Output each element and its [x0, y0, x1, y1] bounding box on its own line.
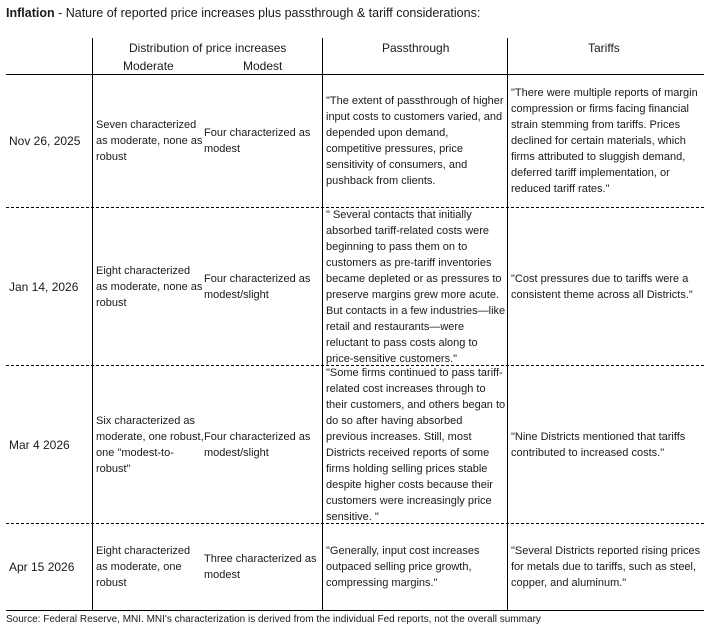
row-3-tariffs: "Nine Districts mentioned that tariffs contributed to increased costs."	[511, 430, 686, 459]
row-4-modest: Three characterized as modest	[204, 553, 317, 581]
row-2-tariffs: "Cost pressures due to tariffs were a consistent theme across all Districts."	[511, 272, 693, 301]
row-3-passthrough: "Some firms continued to pass tariff-related cost increases through to their customers, and others began to do so after having absorbed previous increases. Still, most Districts received reports of some firms holding selling prices stable despite higher costs because their customers were increasingly price sensitive. "	[326, 366, 506, 523]
source-note: Source: Federal Reserve, MNI. MNI's characterization is derived from the individual Fed reports, not the overall summary	[6, 614, 541, 625]
row-1-tariffs: "There were multiple reports of margin compression or firms facing financial strain stemming from tariffs. Prices declined for certain materials, which firms attributed to sluggish demand, deferred tariff implementation, or reduced tariff rates."	[511, 87, 698, 195]
row-2-date: Jan 14, 2026	[9, 279, 79, 294]
row-4-date: Apr 15 2026	[9, 560, 75, 574]
table-title	[6, 6, 706, 21]
title-bold: Inflation	[6, 6, 55, 20]
divider-distribution-col	[322, 38, 323, 610]
row-2-passthrough: " Several contacts that initially absorbed tariff-related costs were beginning to pass them on to customers as pre-tariff inventories became depleted or as pressures to preserve margins grew more acute. But contacts in a few industries—like retail and restaurants—were reluctant to pass costs along to price-sensitive customers."	[326, 208, 506, 365]
row-1-passthrough: "The extent of passthrough of higher input costs to customers varied, and depended upon demand, competitive pressures, price sensitivity of consumers, and pushback from clients.	[326, 95, 504, 187]
divider-passthrough-col	[507, 38, 508, 610]
row-1-moderate: Seven characterized as moderate, none as robust	[96, 119, 203, 163]
row-4-tariffs: "Several Districts reported rising prices for metals due to tariffs, such as steel, copper, and aluminum."	[511, 545, 701, 589]
row-3-modest: Four characterized as modest/slight	[204, 430, 311, 459]
divider-date-col	[92, 38, 93, 610]
header-passthrough: Passthrough	[382, 41, 450, 55]
row-1-modest: Four characterized as modest	[204, 127, 311, 155]
row-1-date: Nov 26, 2025	[9, 134, 81, 148]
title-text: - Nature of reported price increases plus passthrough & tariff considerations:	[54, 6, 481, 20]
row-4-passthrough: "Generally, input cost increases outpaced selling price growth, compressing margins."	[326, 545, 480, 589]
row-3-moderate: Six characterized as moderate, one robust, one "modest-to-robust"	[96, 414, 204, 475]
header-modest: Modest	[243, 59, 283, 73]
row-2-moderate: Eight characterized as moderate, none as robust	[96, 264, 203, 309]
header-tariffs: Tariffs	[588, 41, 620, 55]
row-4-moderate: Eight characterized as moderate, one robust	[96, 545, 191, 589]
row-2-modest: Four characterized as modest/slight	[204, 272, 311, 301]
header-distribution: Distribution of price increases	[129, 41, 287, 55]
table-bottom-rule	[6, 610, 704, 611]
header-moderate: Moderate	[123, 59, 174, 73]
row-3-date: Mar 4 2026	[9, 437, 70, 452]
